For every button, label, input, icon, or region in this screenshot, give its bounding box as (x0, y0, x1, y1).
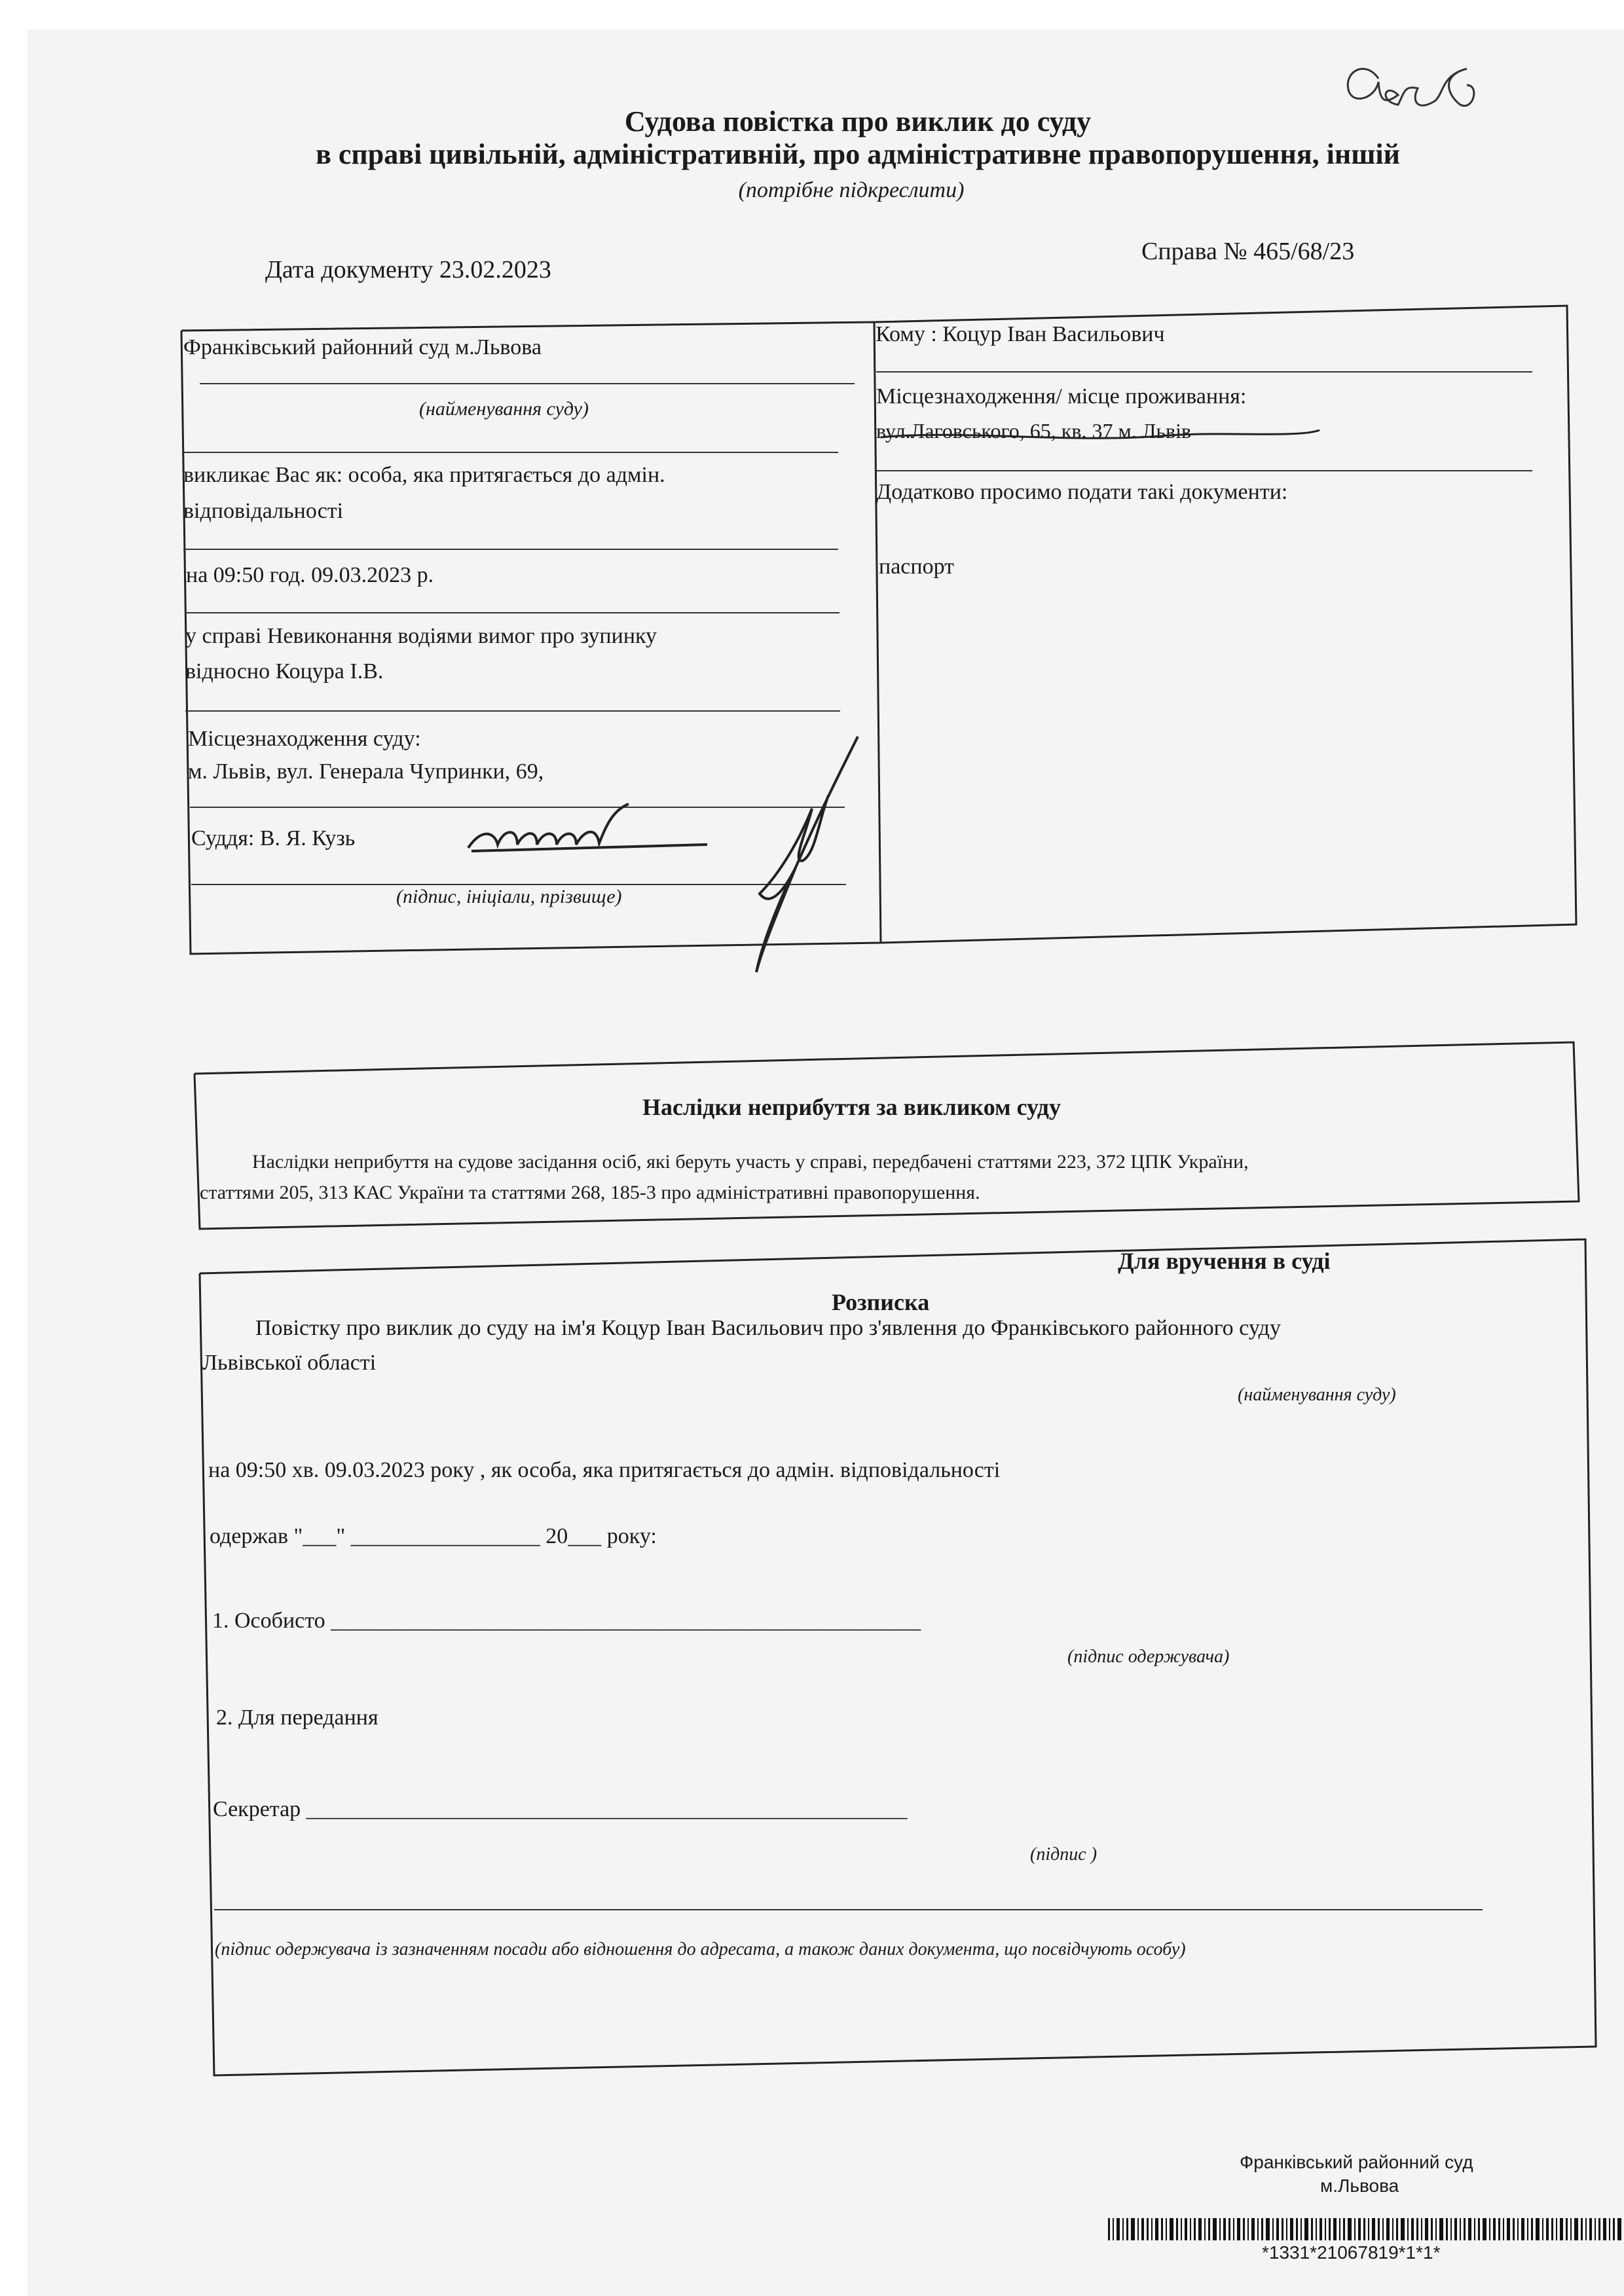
barcode-bar (1311, 2218, 1313, 2240)
barcode-bar (1272, 2218, 1274, 2240)
barcode-bar (1372, 2218, 1375, 2240)
barcode-bar (1425, 2218, 1428, 2240)
barcode-bar (1147, 2218, 1149, 2240)
recipient-signature-rule (214, 1909, 1483, 1910)
barcode-bar (1507, 2218, 1510, 2240)
summons-role-line1: викликає Вас як: особа, яка притягається до адмін. (183, 463, 665, 487)
barcode-bar (1190, 2218, 1191, 2240)
court-name: Франківський районний суд м.Львова (183, 335, 542, 359)
barcode-bar (1325, 2218, 1326, 2240)
barcode-bar (1113, 2218, 1114, 2240)
additional-docs-label: Додатково просимо подати такі документи: (876, 480, 1288, 504)
barcode-bar (1574, 2218, 1578, 2240)
barcode-bar (1204, 2218, 1206, 2240)
barcode-bar (1386, 2218, 1390, 2240)
barcode-bar (1439, 2218, 1443, 2240)
barcode-bar (1521, 2218, 1524, 2240)
barcode-bar (1446, 2218, 1448, 2240)
barcode-code: *1331*21067819*1*1* (1262, 2242, 1441, 2263)
barcode-bar (1498, 2218, 1500, 2240)
barcode-bar (1237, 2218, 1240, 2240)
barcode-bar (1560, 2218, 1563, 2240)
barcode-bar (1161, 2218, 1163, 2240)
barcode-bar (1566, 2218, 1568, 2240)
barcode-bar (1460, 2218, 1461, 2240)
barcode-bar (1517, 2218, 1519, 2240)
barcode-bar (1450, 2218, 1452, 2240)
barcode-bar (1407, 2218, 1409, 2240)
court-location-label: Місцезнаходження суду: (188, 727, 421, 751)
barcode-bar (1126, 2218, 1128, 2240)
barcode-bar (1421, 2218, 1422, 2240)
barcode-bar (1581, 2218, 1583, 2240)
for-delivery-label: Для вручення в суді (1118, 1248, 1331, 1274)
barcode-bar (1194, 2218, 1196, 2240)
barcode-bar (1603, 2218, 1606, 2240)
barcode-bar (1464, 2218, 1466, 2240)
barcode-bar (1589, 2218, 1592, 2240)
court-location-value: м. Львів, вул. Генерала Чупринки, 69, (188, 759, 544, 784)
barcode-bar (1513, 2218, 1515, 2240)
barcode-bar (1613, 2218, 1615, 2240)
barcode-bar (1382, 2218, 1384, 2240)
barcode-bar (1435, 2218, 1437, 2240)
barcode-bar (1474, 2218, 1475, 2240)
barcode-bar (1166, 2218, 1167, 2240)
barcode-bar (1478, 2218, 1480, 2240)
barcode-bar (1531, 2218, 1533, 2240)
consequences-text-line1: Наслідки неприбуття на судове засідання осіб, які беруть участь у справі, передбачені статтями 223, 372 ЦПК України, (252, 1151, 1249, 1173)
personal-signature-line: 1. Особисто _____________________________________________________ (212, 1609, 921, 1633)
barcode-bar (1363, 2218, 1365, 2240)
recipient-name: Кому : Коцур Іван Васильович (876, 322, 1165, 346)
barcode-bar (1219, 2218, 1221, 2240)
case-subject-line1: у справі Невиконання водіями вимог про зупинку (185, 624, 657, 648)
barcode-bar (1223, 2218, 1226, 2240)
barcode-bar (1131, 2218, 1135, 2240)
court-stamp-name: Франківський районний суд (1240, 2152, 1473, 2172)
barcode-bar (1276, 2218, 1279, 2240)
document-date: Дата документу 23.02.2023 (265, 256, 551, 283)
barcode-bar (1141, 2218, 1144, 2240)
case-number: Справа № 465/68/23 (1141, 238, 1355, 265)
transfer-label: 2. Для передання (216, 1705, 378, 1730)
barcode-bar (1454, 2218, 1457, 2240)
barcode-bar (1122, 2218, 1124, 2240)
barcode-bar (1282, 2218, 1283, 2240)
secretary-signature-line: Секретар ______________________________________________________ (213, 1797, 908, 1821)
barcode-bar (1233, 2218, 1234, 2240)
personal-signature-caption: (підпис одержувача) (1067, 1647, 1230, 1667)
barcode-bar (1392, 2218, 1393, 2240)
receipt-line2: Львівської області (202, 1351, 377, 1375)
barcode-bar (1354, 2218, 1356, 2240)
barcode-bar (1489, 2218, 1490, 2240)
barcode-bar (1301, 2218, 1302, 2240)
barcode-bar (1378, 2218, 1380, 2240)
barcode-bar (1411, 2218, 1414, 2240)
barcode-bar (1185, 2218, 1187, 2240)
barcode-bar (1213, 2218, 1217, 2240)
receipt-title: Розписка (832, 1289, 930, 1315)
barcode-bar (1483, 2218, 1486, 2240)
barcode-bar (1176, 2218, 1178, 2240)
barcode-bar (1468, 2218, 1471, 2240)
barcode-bar (1261, 2218, 1263, 2240)
barcode-bar (1358, 2218, 1361, 2240)
barcode-bar (1296, 2218, 1298, 2240)
barcode-bar (1243, 2218, 1245, 2240)
barcode-bar (1155, 2218, 1158, 2240)
recipient-details-caption: (підпис одержувача із зазначенням посади або відношення до адресата, а також даних документа, що посвідчують особу) (215, 1939, 1186, 1959)
barcode-bar (1208, 2218, 1210, 2240)
barcode-bar (1137, 2218, 1139, 2240)
barcode-bar (1316, 2218, 1317, 2240)
barcode-bar (1348, 2218, 1352, 2240)
barcode-bar (1116, 2218, 1120, 2240)
barcode-bar (1598, 2218, 1600, 2240)
barcode-bar (1595, 2218, 1596, 2240)
barcode-bar (1527, 2218, 1528, 2240)
barcode-bar (1536, 2218, 1540, 2240)
address-label: Місцезнаходження/ місце проживання: (876, 384, 1247, 409)
barcode-bar (1396, 2218, 1398, 2240)
barcode-bar (1329, 2218, 1331, 2240)
barcode-bar (1320, 2218, 1322, 2240)
barcode-bar (1266, 2218, 1270, 2240)
barcode-bar (1181, 2218, 1182, 2240)
secretary-signature-caption: (підпис ) (1030, 1844, 1098, 1865)
barcode-bar (1503, 2218, 1504, 2240)
hearing-time: на 09:50 год. 09.03.2023 р. (186, 563, 434, 587)
signature-caption: (підпис, ініціали, прізвище) (396, 886, 622, 907)
barcode-bar (1542, 2218, 1543, 2240)
barcode-bar (1290, 2218, 1293, 2240)
receipt-line1: Повістку про виклик до суду на ім'я Коцур Іван Васильович про з'явлення до Франківського районного суду (255, 1316, 1281, 1340)
barcode-bar (1151, 2218, 1153, 2240)
barcode-bar (1286, 2218, 1287, 2240)
barcode-bar (1251, 2218, 1255, 2240)
barcode-bar (1368, 2218, 1369, 2240)
barcode-bar (1339, 2218, 1340, 2240)
barcode-bar (1228, 2218, 1230, 2240)
consequences-text-line2: статтями 205, 313 КАС України та статтями 268, 185-3 про адміністративні правопорушення. (200, 1182, 980, 1203)
document-subtitle: в справі цивільній, адміністративній, про адміністративне правопорушення, іншій (316, 138, 1400, 170)
barcode-bar (1551, 2218, 1553, 2240)
judge-name: Суддя: В. Я. Кузь (191, 826, 356, 850)
barcode-bar (1247, 2218, 1249, 2240)
barcode-bar (1257, 2218, 1259, 2240)
barcode-bar (1493, 2218, 1496, 2240)
court-caption: (найменування суду) (419, 398, 589, 420)
barcode-bar (1431, 2218, 1433, 2240)
barcode-bar (1546, 2218, 1549, 2240)
case-subject-line2: відносно Коцура І.В. (185, 659, 384, 683)
document-title: Судова повістка про виклик до суду (624, 105, 1092, 137)
barcode-bar (1343, 2218, 1345, 2240)
barcode-bar (1617, 2218, 1621, 2240)
received-date-line: одержав "___" _________________ 20___ року: (210, 1524, 657, 1548)
barcode-bar (1198, 2218, 1202, 2240)
barcode-bar (1170, 2218, 1173, 2240)
court-stamp-city: м.Львова (1320, 2176, 1399, 2196)
barcode-bar (1108, 2218, 1110, 2240)
barcode-bar (1333, 2218, 1337, 2240)
summons-role-line2: відповідальності (183, 499, 344, 523)
barcode-bar (1401, 2218, 1405, 2240)
barcode-bar (1609, 2218, 1610, 2240)
receipt-court-caption: (найменування суду) (1238, 1385, 1396, 1405)
underline-note: (потрібне підкреслити) (738, 178, 965, 202)
consequences-title: Наслідки неприбуття за викликом суду (642, 1094, 1061, 1120)
barcode-bar (1556, 2218, 1557, 2240)
barcode-bar (1585, 2218, 1587, 2240)
barcode-bar (1416, 2218, 1418, 2240)
additional-docs-value: паспорт (879, 555, 954, 579)
barcode-bar (1570, 2218, 1572, 2240)
receipt-time-line: на 09:50 хв. 09.03.2023 року , як особа, яка притягається до адмін. відповідальності (208, 1458, 1001, 1482)
address-value: вул.Лаговського, 65, кв. 37 м. Львів (876, 419, 1192, 443)
document-barcode (1108, 2218, 1624, 2240)
barcode-bar (1304, 2218, 1308, 2240)
